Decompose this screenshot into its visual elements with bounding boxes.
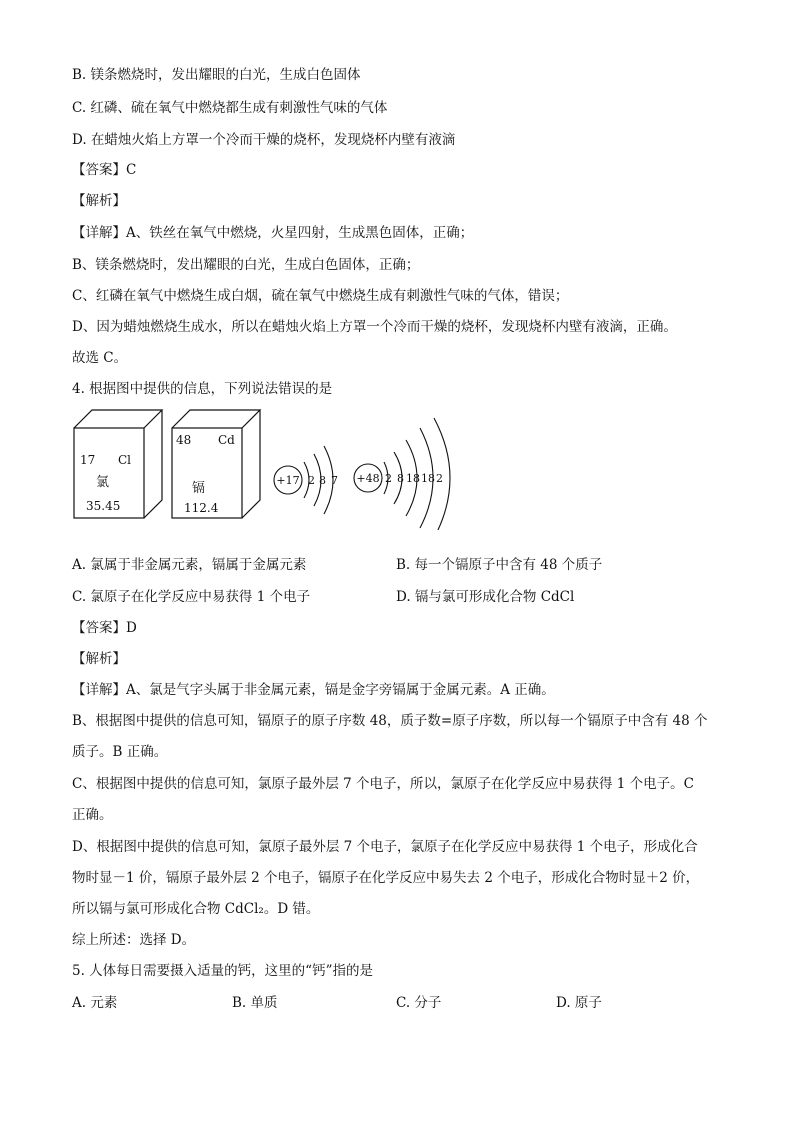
cd-shell-count: 2 [436,472,443,485]
cd-symbol: Cd [218,433,235,447]
cadmium-element-cell [172,410,260,518]
cd-shell-count: 2 [385,472,392,485]
cd-name: 镉 [192,481,206,496]
q3-option-b: B. 镁条燃烧时，发出耀眼的白光，生成白色固体 [72,67,361,83]
q4-detail-line: B、根据图中提供的信息可知，镉原子的原子序数 48，质子数=原子序数，所以每一个镉原子中含有 48 个 [72,713,708,729]
q4-detail-line: 物时显－1 价，镉原子最外层 2 个电子，镉原子在化学反应中易失去 2 个电子，形成化合物时显＋2 价， [72,870,700,886]
chlorine-atom-structure [274,446,338,514]
q3-option-d: D. 在蜡烛火焰上方罩一个冷而干燥的烧杯，发现烧杯内壁有液滴 [72,132,456,148]
q3-detail-line: B、镁条燃烧时，发出耀眼的白光，生成白色固体，正确； [72,257,420,273]
q4-detail-line: 正确。 [72,807,113,823]
q4-option-c: C. 氯原子在化学反应中易获得 1 个电子 [72,589,311,605]
cadmium-atom-structure [354,418,450,530]
q5-option-d: D. 原子 [556,995,602,1011]
cd-atomic-mass: 112.4 [184,501,219,515]
q4-detail-line: 所以镉与氯可形成化合物 CdCl₂。D 错。 [72,901,320,917]
q4-answer: 【答案】D [72,620,137,636]
q5-option-a: A. 元素 [72,995,118,1011]
cl-nucleus-charge: +17 [276,474,300,487]
cd-shell-count: 18 [406,472,420,485]
cl-shell-count: 8 [319,474,326,487]
q3-detail-line: C、红磷在氧气中燃烧生成白烟，硫在氧气中燃烧生成有刺激性气味的气体，错误； [72,288,569,304]
q4-option-a: A. 氯属于非金属元素，镉属于金属元素 [72,557,307,573]
q4-conclusion: 综上所述：选择 D。 [72,932,196,948]
cd-shell-count: 8 [397,472,404,485]
cl-atomic-number: 17 [80,453,96,467]
q4-detail-line: D、根据图中提供的信息可知，氯原子最外层 7 个电子，氯原子在化学反应中易获得 1 个电子，形成化合 [72,839,698,855]
q4-stem: 4. 根据图中提供的信息，下列说法错误的是 [72,381,333,397]
q5-stem: 5. 人体每日需要摄入适量的钙，这里的“钙”指的是 [72,963,373,979]
element-figure-svg [72,400,492,530]
cd-shell-count: 18 [421,472,435,485]
q3-answer: 【答案】C [72,162,137,178]
q3-option-c: C. 红磷、硫在氧气中燃烧都生成有刺激性气味的气体 [72,100,388,116]
q4-detail-line: 质子。B 正确。 [72,744,168,760]
q3-detail-line: 【详解】A、铁丝在氧气中燃烧，火星四射，生成黑色固体，正确； [72,225,474,241]
element-info-figure [72,400,492,530]
q4-detail-line: 【详解】A、氯是气字头属于非金属元素，镉是金字旁镉属于金属元素。A 正确。 [72,682,555,698]
chlorine-element-cell [74,410,162,518]
q4-option-b: B. 每一个镉原子中含有 48 个质子 [396,557,603,573]
q4-analysis-heading: 【解析】 [72,651,126,667]
cd-nucleus-charge: +48 [356,472,380,485]
cl-shell-count: 7 [331,474,338,487]
q3-analysis-heading: 【解析】 [72,193,126,209]
q4-option-d: D. 镉与氯可形成化合物 CdCl [396,589,575,605]
q4-detail-line: C、根据图中提供的信息可知，氯原子最外层 7 个电子，所以，氯原子在化学反应中易获得 1 个电子。C [72,776,695,792]
q3-detail-line: D、因为蜡烛燃烧生成水，所以在蜡烛火焰上方罩一个冷而干燥的烧杯，发现烧杯内壁有液滴，正确。 [72,319,677,335]
cl-shell-count: 2 [308,474,315,487]
q5-option-c: C. 分子 [396,995,442,1011]
q5-option-b: B. 单质 [232,995,278,1011]
cl-symbol: Cl [118,453,132,467]
cl-name: 氯 [96,475,110,490]
cl-atomic-mass: 35.45 [86,499,121,513]
cd-atomic-number: 48 [176,433,192,447]
q3-conclusion: 故选 C。 [72,350,128,366]
